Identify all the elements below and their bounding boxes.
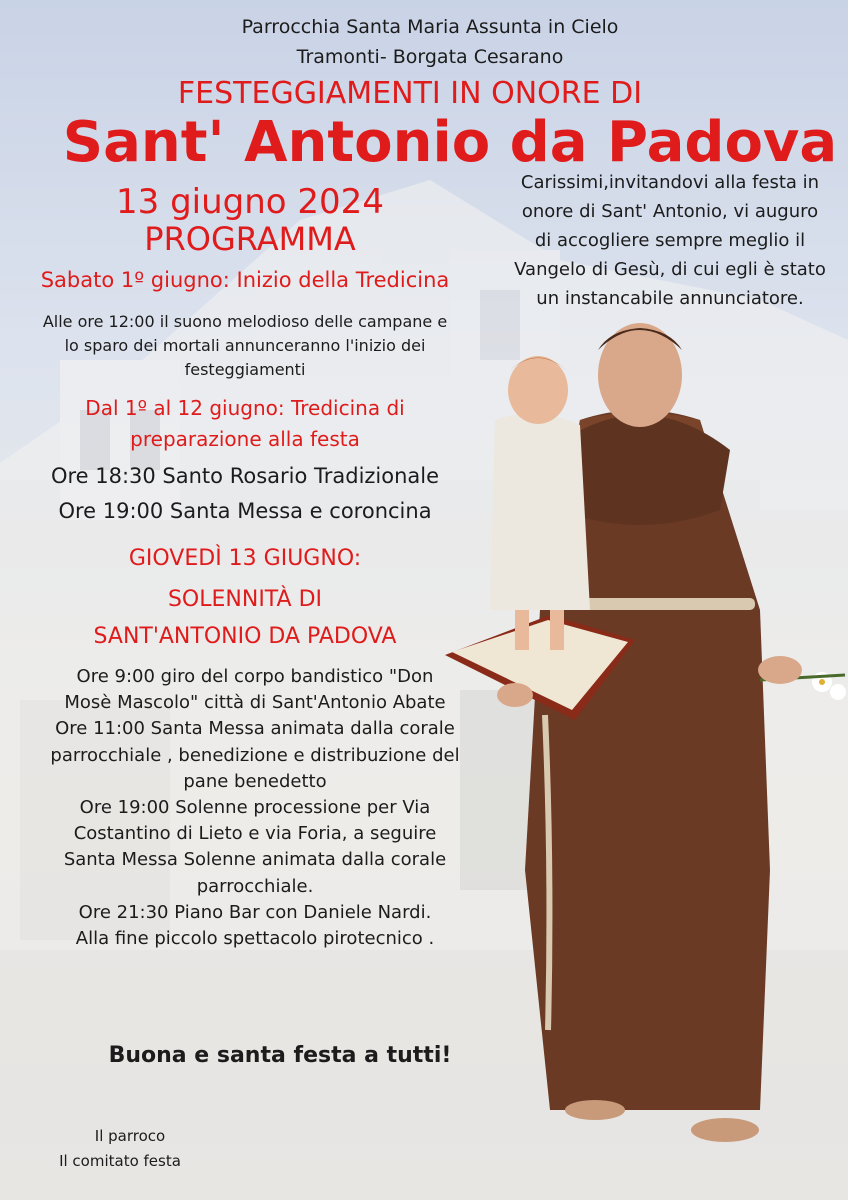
saturday-desc-line: festeggiamenti bbox=[184, 360, 306, 379]
program-title: PROGRAMMA bbox=[144, 220, 356, 258]
event-date: 13 giugno 2024 bbox=[116, 182, 384, 222]
program-line: Santa Messa Solenne animata dalla corale bbox=[63, 849, 447, 871]
tredicina-item: Ore 19:00 Santa Messa e coroncina bbox=[58, 499, 432, 523]
greeting-line: Vangelo di Gesù, di cui egli è stato bbox=[514, 259, 826, 280]
program-line: Ore 21:30 Piano Bar con Daniele Nardi. bbox=[78, 901, 432, 923]
greeting-paragraph bbox=[500, 168, 840, 313]
program-line: parrocchiale , benedizione e distribuzione del bbox=[50, 744, 460, 766]
program-line: pane benedetto bbox=[183, 770, 327, 792]
greeting-line: un instancabile annunciatore. bbox=[536, 288, 804, 309]
program-line: Ore 11:00 Santa Messa animata dalla corale bbox=[55, 718, 455, 740]
saint-title: Sant' Antonio da Padova bbox=[62, 110, 838, 175]
saturday-heading: Sabato 1º giugno: Inizio della Tredicina bbox=[40, 268, 450, 292]
thursday-heading: SANT'ANTONIO DA PADOVA bbox=[93, 624, 397, 649]
program-line: parrocchiale. bbox=[196, 875, 314, 897]
thursday-program bbox=[10, 664, 500, 952]
tredicina-item: Ore 18:30 Santo Rosario Tradizionale bbox=[50, 464, 440, 488]
tredicina-heading-line: Dal 1º al 12 giugno: Tredicina di bbox=[85, 396, 405, 420]
saturday-description bbox=[10, 310, 480, 382]
tredicina-heading bbox=[20, 393, 470, 455]
festivities-heading: FESTEGGIAMENTI IN ONORE DI bbox=[177, 76, 643, 111]
greeting-line: di accogliere sempre meglio il bbox=[534, 230, 806, 251]
greeting-line: Carissimi,invitandovi alla festa in bbox=[520, 172, 820, 193]
saturday-desc-line: Alle ore 12:00 il suono melodioso delle campane e bbox=[42, 312, 448, 331]
parish-location: Tramonti- Borgata Cesarano bbox=[296, 46, 564, 68]
program-line: Ore 19:00 Solenne processione per Via bbox=[79, 797, 431, 819]
parish-name: Parrocchia Santa Maria Assunta in Cielo bbox=[241, 16, 619, 38]
greeting-line: onore di Sant' Antonio, vi auguro bbox=[521, 201, 819, 222]
signature-parish-priest: Il parroco bbox=[94, 1127, 166, 1145]
thursday-heading: GIOVEDÌ 13 GIUGNO: bbox=[128, 546, 362, 571]
thursday-heading: SOLENNITÀ DI bbox=[167, 587, 323, 612]
tredicina-heading-line: preparazione alla festa bbox=[130, 427, 360, 451]
program-line: Ore 9:00 giro del corpo bandistico "Don bbox=[76, 666, 434, 687]
program-line: Alla fine piccolo spettacolo pirotecnico . bbox=[75, 928, 435, 950]
program-line: Mosè Mascolo" città di Sant'Antonio Abate bbox=[64, 692, 446, 714]
saturday-desc-line: lo sparo dei mortali annunceranno l'inizio dei bbox=[64, 336, 426, 355]
closing-wish: Buona e santa festa a tutti! bbox=[108, 1043, 452, 1068]
program-line: Costantino di Lieto e via Foria, a seguire bbox=[73, 823, 437, 845]
signature-committee: Il comitato festa bbox=[59, 1152, 181, 1170]
